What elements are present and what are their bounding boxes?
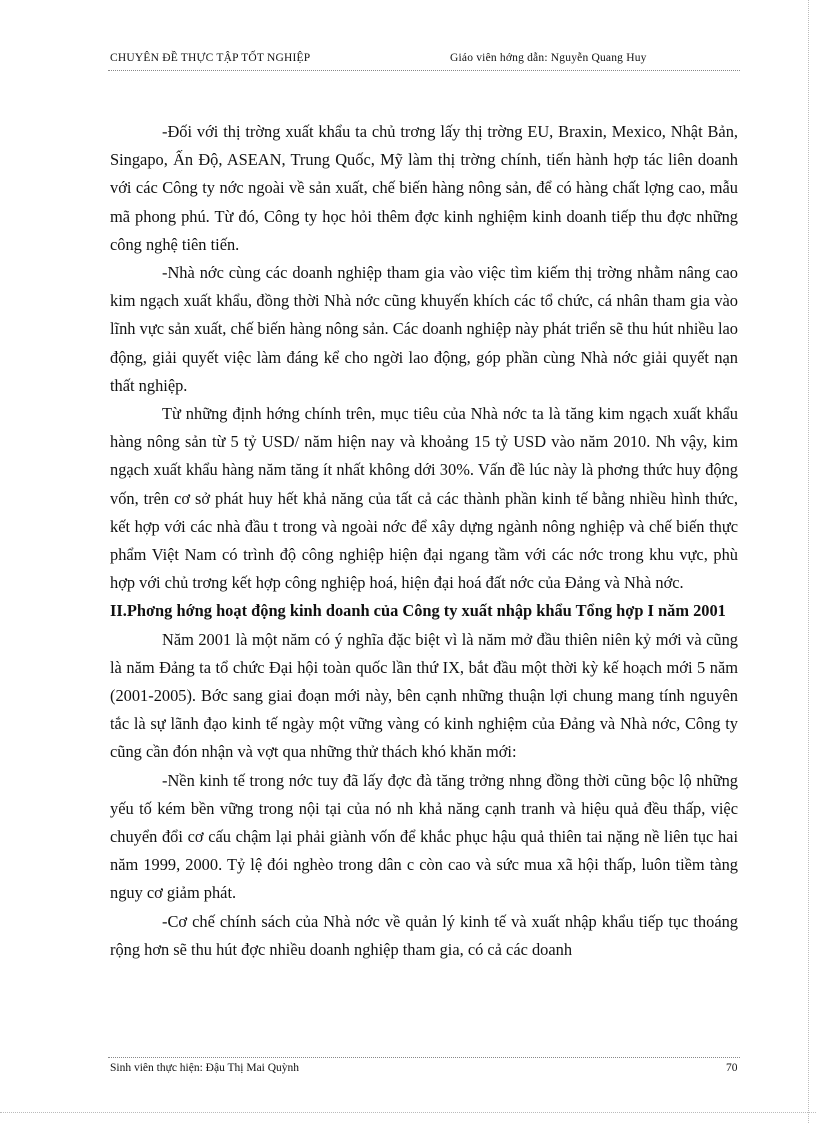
footer-author: Sinh viên thực hiện: Đậu Thị Mai Quỳnh xyxy=(110,1062,300,1074)
paragraph-policy: -Cơ chế chính sách của Nhà nớc về quản lý kinh tế và xuất nhập khẩu tiếp tục thoáng rộng hơn sẽ thu hút đợc nhiều doanh nghiệp tham gia, có cả các doanh xyxy=(110,911,738,959)
paragraph-year-2001: Năm 2001 là một năm có ý nghĩa đặc biệt vì là năm mở đầu thiên niên kỷ mới và cũng là năm Đảng ta tổ chức Đại hội toàn quốc lần thứ IX, bắt đầu một thời kỳ kế hoạch mới 5 năm (2001-2005). Bớc sang giai đoạn mới này, bên cạnh những thuận lợi chung mang tính nguyên tắc là sự lãnh đạo kinh tế ngày một vững vàng có kinh nghiệm của Đảng và Nhà nớc, Công ty cũng cần đón nhận và vợt qua những thử thách khó khăn mới: xyxy=(110,629,738,762)
paragraph-export-markets: -Đối với thị trờng xuất khẩu ta chủ trơng lấy thị trờng EU, Braxin, Mexico, Nhật Bản, Singapo, Ấn Độ, ASEAN, Trung Quốc, Mỹ làm thị trờng chính, tiến hành hợp tác liên doanh với các Công ty nớc ngoài về sản xuất, chế biến hàng nông sản, để có hàng chất lợng cao, mẫu mã phong phú. Từ đó, Công ty học hỏi thêm đợc kinh nghiệm kinh doanh tiếp thu đợc những công nghệ tiên tiến. xyxy=(110,122,738,254)
header-title: CHUYÊN ĐỀ THỰC TẬP TỐT NGHIỆP xyxy=(110,52,311,64)
paragraph-domestic-economy: -Nền kinh tế trong nớc tuy đã lấy đợc đà tăng trởng nhng đồng thời cũng bộc lộ những yếu tố kém bền vững trong nội tại của nó nh khả năng cạnh tranh và hiệu quả đều thấp, việc chuyển đổi cơ cấu chậm lại phải giành vốn để khắc phục hậu quả thiên tai nặng nề liên tục hai năm 1999, 2000. Tỷ lệ đói nghèo trong dân c còn cao và sức mua xã hội thấp, luôn tiềm tàng nguy cơ giảm phát. xyxy=(110,770,738,903)
paragraph-state-cooperation: -Nhà nớc cùng các doanh nghiệp tham gia vào việc tìm kiếm thị trờng nhằm nâng cao kim ngạch xuất khẩu, đồng thời Nhà nớc cũng khuyến khích các tổ chức, cá nhân tham gia vào lĩnh vực sản xuất, chế biến hàng nông sản. Các doanh nghiệp này phát triển sẽ thu hút nhiều lao động, giải quyết việc làm đáng kể cho ngời lao động, góp phần cùng Nhà nớc giải quyết nạn thất nghiệp. xyxy=(110,263,738,395)
header-advisor: Giáo viên hớng dẫn: Nguyễn Quang Huy xyxy=(450,52,647,64)
header-divider xyxy=(108,70,740,71)
page-number: 70 xyxy=(726,1062,738,1074)
section-heading: II.Phơng hớng hoạt động kinh doanh của Công ty xuất nhập khẩu Tổng hợp I năm 2001 xyxy=(110,601,726,621)
footer-divider xyxy=(108,1057,740,1058)
paragraph-export-targets: Từ những định hớng chính trên, mục tiêu của Nhà nớc ta là tăng kim ngạch xuất khẩu hàng nông sản từ 5 tỷ USD/ năm hiện nay và khoảng 15 tỷ USD vào năm 2010. Nh vậy, kim ngạch xuất khẩu hàng năm tăng ít nhất không dới 30%. Vấn đề lúc này là phơng thức huy động vốn, trên cơ sở phát huy hết khả năng của tất cả các thành phần kinh tế bằng nhiều hình thức, kết hợp với các nhà đầu t trong và ngoài nớc để xây dựng ngành nông nghiệp và chế biến thực phẩm Việt Nam có trình độ công nghiệp hiện đại ngang tầm với các nớc trong khu vực, phù hợp với chủ trơng kết hợp công nghiệp hoá, hiện đại hoá đất nớc của Đảng và Nhà nớc. xyxy=(110,404,738,593)
page-right-edge xyxy=(808,0,809,1123)
document-body xyxy=(110,118,738,964)
page-bottom-edge xyxy=(0,1112,816,1113)
